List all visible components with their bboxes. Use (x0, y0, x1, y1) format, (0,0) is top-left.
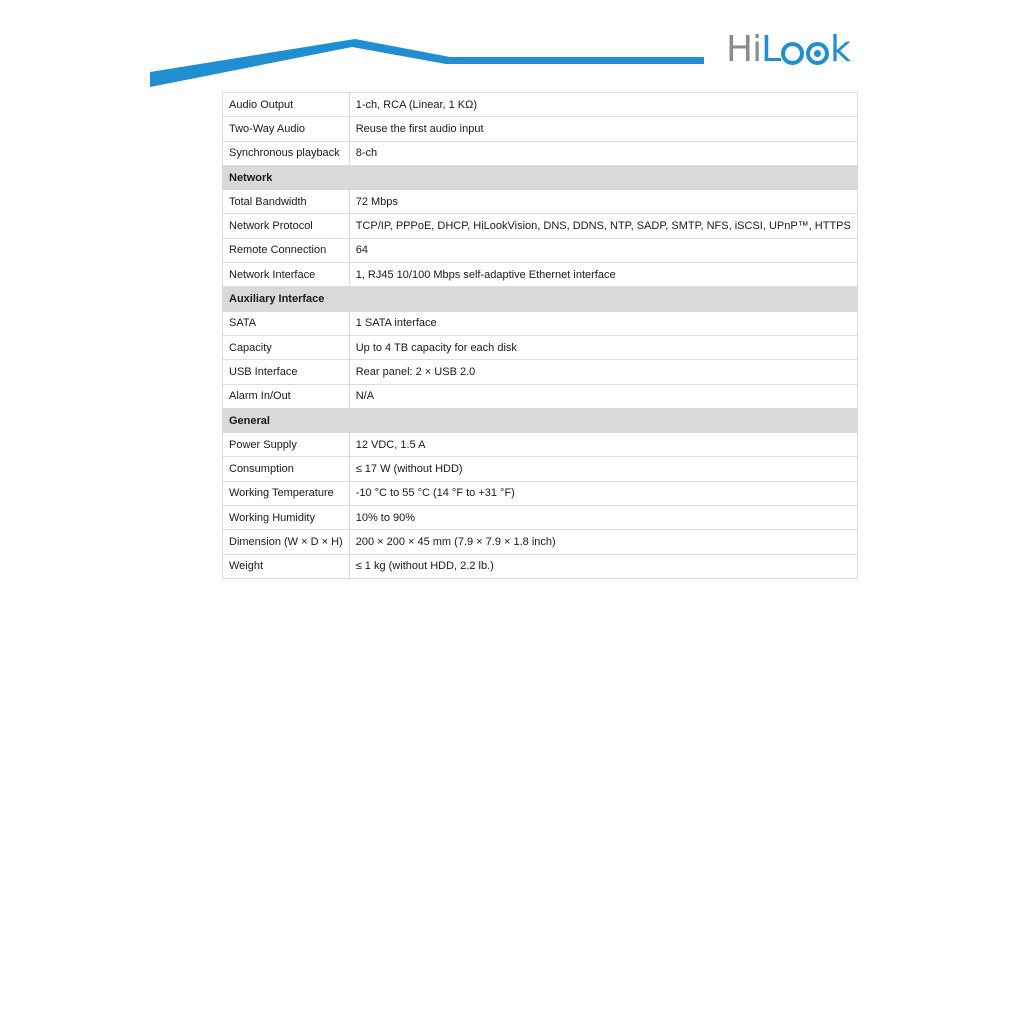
table-row (223, 530, 858, 554)
spec-value: 8-ch (349, 141, 857, 165)
spec-value: N/A (349, 384, 857, 408)
header-roof-band (0, 0, 1024, 100)
section-header-row (223, 287, 858, 311)
spec-label: Two-Way Audio (223, 117, 350, 141)
spec-value: 10% to 90% (349, 506, 857, 530)
spec-label: Network Protocol (223, 214, 350, 238)
spec-label: USB Interface (223, 360, 350, 384)
roof-shape (150, 39, 704, 87)
table-row (223, 433, 858, 457)
table-row (223, 214, 858, 238)
table-row (223, 360, 858, 384)
spec-value: ≤ 1 kg (without HDD, 2.2 lb.) (349, 554, 857, 578)
spec-label: SATA (223, 311, 350, 335)
logo-hi-text: Hi (726, 29, 762, 70)
table-row (223, 311, 858, 335)
hilook-logo (726, 28, 850, 72)
spec-label: Capacity (223, 335, 350, 359)
spec-label: Synchronous playback (223, 141, 350, 165)
spec-label: Network Interface (223, 263, 350, 287)
section-header-row (223, 165, 858, 189)
table-row (223, 141, 858, 165)
spec-value: ≤ 17 W (without HDD) (349, 457, 857, 481)
spec-value: 64 (349, 238, 857, 262)
section-header-row (223, 408, 858, 432)
logo-look-k: k (830, 29, 850, 70)
spec-label: Consumption (223, 457, 350, 481)
spec-value: Up to 4 TB capacity for each disk (349, 335, 857, 359)
spec-label: Power Supply (223, 433, 350, 457)
spec-label: Working Humidity (223, 506, 350, 530)
section-header: Auxiliary Interface (223, 287, 858, 311)
spec-value: 1 SATA interface (349, 311, 857, 335)
spec-value: -10 °C to 55 °C (14 °F to +31 °F) (349, 481, 857, 505)
spec-label: Audio Output (223, 93, 350, 117)
table-row (223, 238, 858, 262)
table-row (223, 263, 858, 287)
spec-table-body (223, 93, 858, 579)
table-row (223, 481, 858, 505)
table-row (223, 457, 858, 481)
spec-label: Alarm In/Out (223, 384, 350, 408)
table-row (223, 93, 858, 117)
table-row (223, 554, 858, 578)
spec-value: 12 VDC, 1.5 A (349, 433, 857, 457)
spec-value: 200 × 200 × 45 mm (7.9 × 7.9 × 1.8 inch) (349, 530, 857, 554)
table-row (223, 335, 858, 359)
logo-look-l: L (761, 29, 781, 70)
spec-label: Remote Connection (223, 238, 350, 262)
spec-value: Reuse the first audio input (349, 117, 857, 141)
table-row (223, 384, 858, 408)
logo-o-ring-icon (781, 42, 804, 65)
section-header: General (223, 408, 858, 432)
spec-label: Total Bandwidth (223, 190, 350, 214)
spec-label: Working Temperature (223, 481, 350, 505)
table-row (223, 117, 858, 141)
spec-table (222, 92, 858, 579)
spec-value: 72 Mbps (349, 190, 857, 214)
spec-value: 1, RJ45 10/100 Mbps self-adaptive Ethernet interface (349, 263, 857, 287)
spec-value: 1-ch, RCA (Linear, 1 KΩ) (349, 93, 857, 117)
spec-value: Rear panel: 2 × USB 2.0 (349, 360, 857, 384)
table-row (223, 190, 858, 214)
logo-o-eye-icon (806, 42, 829, 65)
spec-label: Weight (223, 554, 350, 578)
spec-value: TCP/IP, PPPoE, DHCP, HiLookVision, DNS, DDNS, NTP, SADP, SMTP, NFS, iSCSI, UPnP™, HTTPS (349, 214, 857, 238)
table-row (223, 506, 858, 530)
section-header: Network (223, 165, 858, 189)
spec-label: Dimension (W × D × H) (223, 530, 350, 554)
